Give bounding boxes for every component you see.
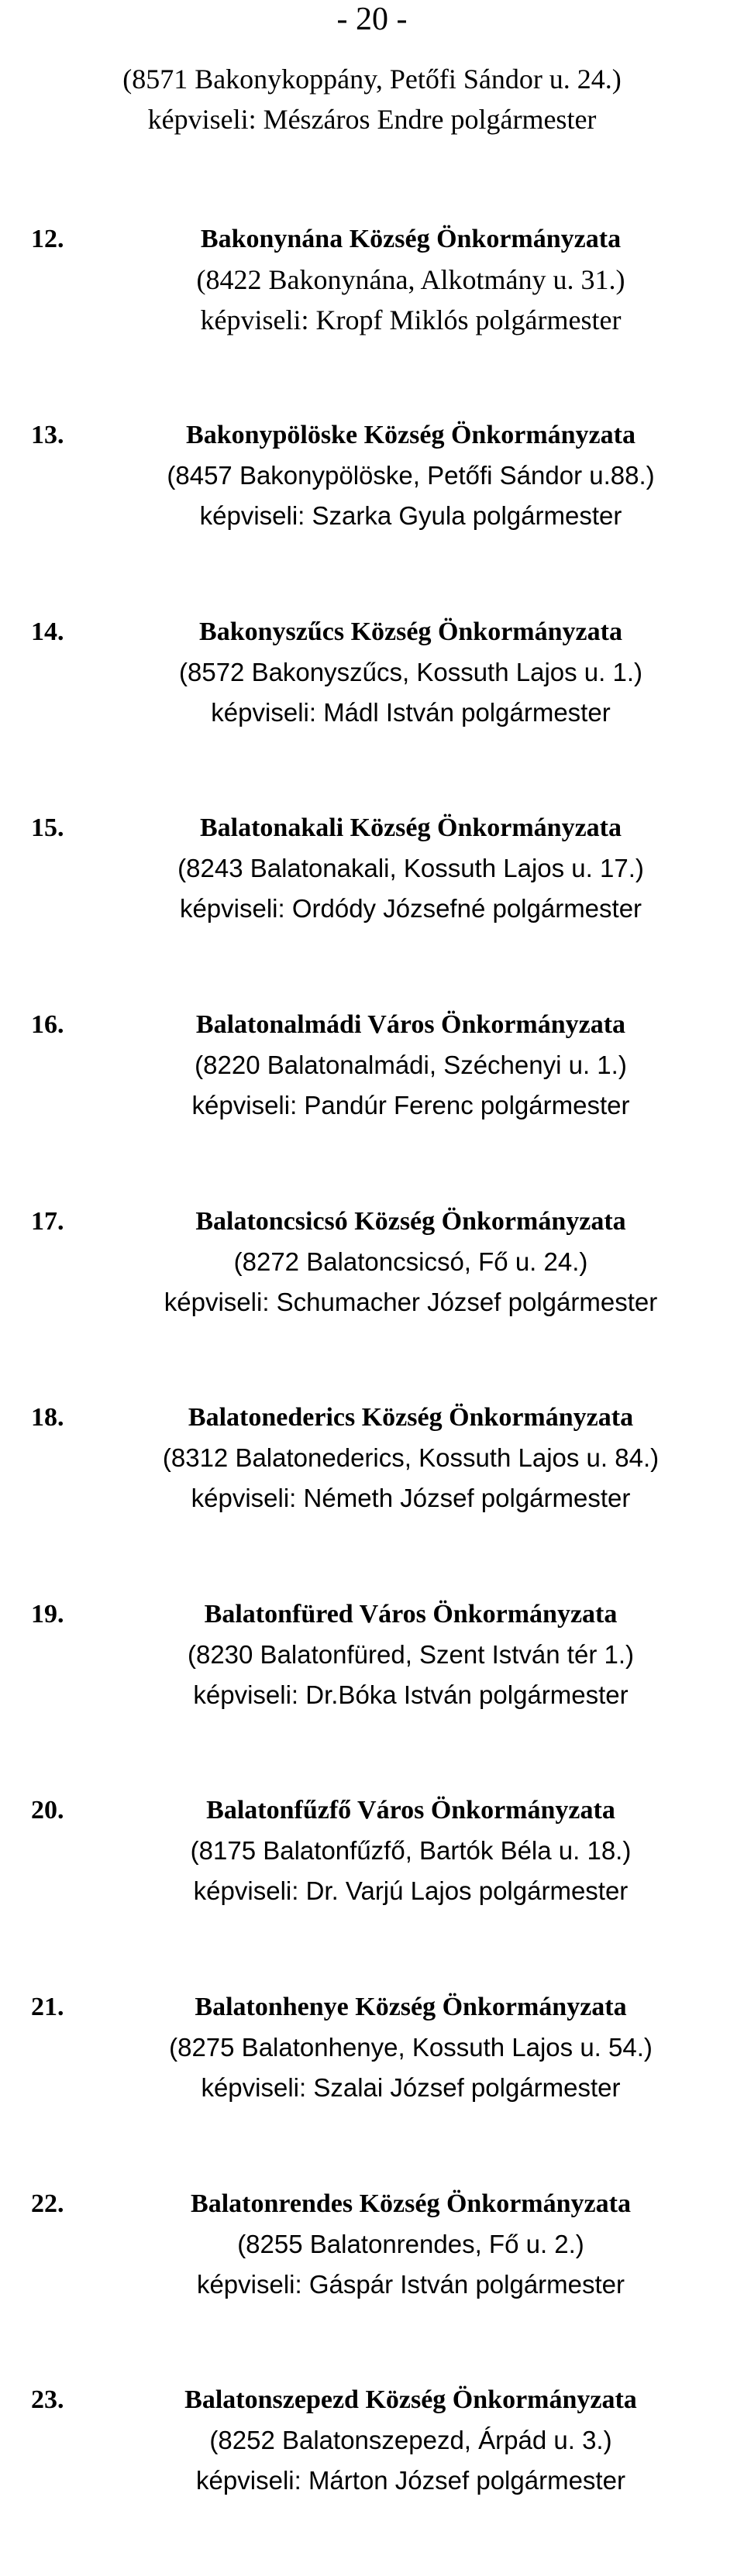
entry-address: (8220 Balatonalmádi, Széchenyi u. 1.) xyxy=(195,1051,627,1079)
entry-representative: képviseli: Kropf Miklós polgármester xyxy=(200,304,622,335)
continuation-address: (8571 Bakonykoppány, Petőfi Sándor u. 24.) xyxy=(122,64,622,95)
entry-representative: képviseli: Gáspár István polgármester xyxy=(196,2270,625,2299)
entry-22 xyxy=(0,2184,744,2316)
entry-body xyxy=(101,219,721,340)
entry-address: (8422 Bakonynána, Alkotmány u. 31.) xyxy=(196,264,625,295)
entry-representative: képviseli: Pandúr Ferenc polgármester xyxy=(191,1091,630,1119)
entry-title: Balatonszepezd Község Önkormányzata xyxy=(184,2385,637,2414)
entry-number: 23. xyxy=(31,2385,64,2414)
entry-title: Balatonalmádi Város Önkormányzata xyxy=(195,1010,626,1039)
entry-18 xyxy=(0,1398,744,1529)
entry-title: Balatonederics Község Önkormányzata xyxy=(188,1403,634,1432)
entry-number: 16. xyxy=(31,1010,64,1039)
entry-number: 22. xyxy=(31,2189,64,2218)
entry-body xyxy=(101,612,721,733)
entry-14 xyxy=(0,612,744,744)
entry-number: 18. xyxy=(31,1403,64,1432)
entry-body xyxy=(101,1005,721,1126)
entry-representative: képviseli: Szarka Gyula polgármester xyxy=(199,501,622,530)
entry-representative: képviseli: Szalai József polgármester xyxy=(201,2073,621,2102)
entry-23 xyxy=(0,2380,744,2512)
entry-address: (8243 Balatonakali, Kossuth Lajos u. 17.) xyxy=(177,854,644,882)
entry-title: Balatonfűzfő Város Önkormányzata xyxy=(206,1796,615,1825)
entry-body xyxy=(101,2380,721,2501)
entry-representative: képviseli: Németh József polgármester xyxy=(191,1484,631,1512)
entry-body xyxy=(101,1594,721,1715)
entry-21 xyxy=(0,1987,744,2119)
entry-title: Balatonakali Község Önkormányzata xyxy=(199,813,622,842)
entry-title: Bakonyszűcs Község Önkormányzata xyxy=(199,617,622,646)
entry-address: (8230 Balatonfüred, Szent István tér 1.) xyxy=(187,1640,634,1669)
entry-body xyxy=(101,1398,721,1518)
entry-address: (8312 Balatonederics, Kossuth Lajos u. 84.) xyxy=(162,1443,660,1472)
entry-representative: képviseli: Ordódy Józsefné polgármester xyxy=(179,894,642,923)
entry-address: (8175 Balatonfűzfő, Bartók Béla u. 18.) xyxy=(190,1836,632,1865)
entry-title: Bakonypölöske Község Önkormányzata xyxy=(186,421,636,449)
entry-address: (8255 Balatonrendes, Fő u. 2.) xyxy=(237,2230,584,2258)
entry-number: 14. xyxy=(31,617,64,646)
entry-number: 15. xyxy=(31,813,64,842)
entry-address: (8252 Balatonszepezd, Árpád u. 3.) xyxy=(209,2426,612,2454)
entry-address: (8457 Bakonypölöske, Petőfi Sándor u.88.) xyxy=(167,461,655,490)
entry-representative: képviseli: Dr.Bóka István polgármester xyxy=(193,1680,629,1709)
entry-title: Balatoncsicsó Község Önkormányzata xyxy=(195,1207,626,1236)
continuation-block xyxy=(0,59,744,139)
entry-number: 17. xyxy=(31,1207,64,1236)
entry-number: 13. xyxy=(31,421,64,449)
entry-number: 12. xyxy=(31,225,64,253)
entry-title: Bakonynána Község Önkormányzata xyxy=(200,225,622,253)
entry-number: 21. xyxy=(31,1993,64,2021)
entry-body xyxy=(101,415,721,536)
entry-representative: képviseli: Márton József polgármester xyxy=(196,2466,625,2495)
entry-17 xyxy=(0,1202,744,1333)
entry-representative: képviseli: Schumacher József polgármester xyxy=(164,1288,658,1316)
entry-body xyxy=(101,1790,721,1911)
entry-address: (8272 Balatoncsicsó, Fő u. 24.) xyxy=(233,1247,588,1276)
entry-body xyxy=(101,808,721,929)
entry-address: (8572 Bakonyszűcs, Kossuth Lajos u. 1.) xyxy=(179,658,642,686)
entry-title: Balatonhenye Község Önkormányzata xyxy=(195,1993,627,2021)
entry-title: Balatonrendes Község Önkormányzata xyxy=(191,2189,631,2218)
entry-body xyxy=(101,2184,721,2305)
entry-20 xyxy=(0,1790,744,1922)
entry-16 xyxy=(0,1005,744,1137)
entry-body xyxy=(101,1202,721,1322)
entry-representative: képviseli: Mádl István polgármester xyxy=(211,698,611,727)
entry-12 xyxy=(0,219,744,351)
continuation-representative: képviseli: Mészáros Endre polgármester xyxy=(147,104,597,135)
entry-title: Balatonfüred Város Önkormányzata xyxy=(204,1600,618,1628)
entry-19 xyxy=(0,1594,744,1726)
page-number: - 20 - xyxy=(336,2,408,37)
entry-number: 20. xyxy=(31,1796,64,1825)
entry-number: 19. xyxy=(31,1600,64,1628)
entry-15 xyxy=(0,808,744,940)
entry-address: (8275 Balatonhenye, Kossuth Lajos u. 54.) xyxy=(169,2033,653,2062)
entry-13 xyxy=(0,415,744,547)
entry-body xyxy=(101,1987,721,2108)
entry-representative: képviseli: Dr. Varjú Lajos polgármester xyxy=(193,1876,629,1905)
